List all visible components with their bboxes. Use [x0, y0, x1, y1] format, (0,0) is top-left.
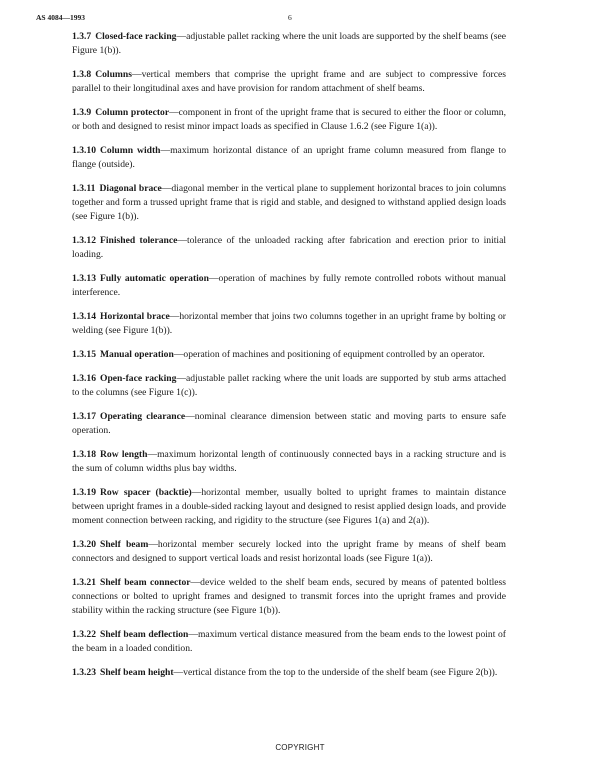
defined-term: Row length: [99, 449, 148, 460]
clause-number: 1.3.21: [72, 577, 96, 588]
clause-number: 1.3.8: [72, 69, 92, 80]
clause-number: 1.3.20: [72, 539, 96, 550]
defined-term: Diagonal brace: [99, 183, 162, 194]
definition-text: —operation of machines and positioning of equipment controlled by an operator.: [173, 349, 485, 360]
clause-number: 1.3.17: [72, 411, 96, 422]
definition-clause: [72, 144, 506, 172]
definition-clause: [72, 372, 506, 400]
page-number: 6: [288, 13, 292, 22]
clause-number: 1.3.15: [72, 349, 96, 360]
definition-clause: [72, 486, 506, 528]
standard-number: AS 4084—1993: [36, 13, 85, 22]
definition-clause: [72, 310, 506, 338]
clause-number: 1.3.9: [72, 107, 92, 118]
defined-term: Column protector: [95, 107, 170, 118]
clause-number: 1.3.12: [72, 235, 96, 246]
definition-clause: [72, 234, 506, 262]
definition-clause: [72, 576, 506, 618]
definition-clause: [72, 538, 506, 566]
definition-clause: [72, 106, 506, 134]
definition-text: —maximum vertical distance measured from the beam ends to the lowest point of the beam in a loaded condition.: [72, 629, 506, 654]
definition-text: —horizontal member securely locked into the upright frame by means of shelf beam connectors and designed to support vertical loads and resist horizontal loads (see Figure 1(a)).: [72, 539, 506, 564]
defined-term: Columns: [95, 69, 132, 80]
clause-number: 1.3.14: [72, 311, 96, 322]
definition-text: —adjustable pallet racking where the unit loads are supported by the shelf beams (see Figure 1(b)).: [72, 31, 507, 56]
defined-term: Row spacer (backtie): [99, 487, 192, 498]
definition-clause: [72, 448, 506, 476]
defined-term: Shelf beam: [99, 539, 149, 550]
running-head: [36, 12, 564, 24]
defined-term: Column width: [99, 145, 161, 156]
defined-term: Shelf beam deflection: [99, 629, 189, 640]
clause-number: 1.3.13: [72, 273, 96, 284]
definition-text: —operation of machines by fully remote controlled robots without manual interference.: [72, 273, 507, 298]
defined-term: Finished tolerance: [99, 235, 178, 246]
definition-text: —diagonal member in the vertical plane to supplement horizontal braces to join columns together and form a trussed upright frame that is rigid and stable, and designed to withstand applied design loads (see Figure 1(b)).: [72, 183, 506, 222]
defined-term: Shelf beam connector: [99, 577, 191, 588]
definition-text: —vertical members that comprise the upright frame and are subject to compressive forces parallel to their longitudinal axes and have provision for random attachment of shelf beams.: [72, 69, 506, 94]
defined-term: Shelf beam height: [99, 667, 174, 678]
definition-text: —maximum horizontal distance of an upright frame column measured from flange to flange (outside).: [72, 145, 506, 170]
defined-term: Operating clearance: [99, 411, 186, 422]
defined-term: Open-face racking: [99, 373, 177, 384]
clause-number: 1.3.23: [72, 667, 96, 678]
defined-term: Fully automatic operation: [99, 273, 209, 284]
clause-number: 1.3.11: [72, 183, 96, 194]
clause-number: 1.3.16: [72, 373, 96, 384]
definition-text: —horizontal member, usually bolted to upright frames to maintain distance between upright frames in a double-sided racking layout and designed to resist applied design loads, and provide moment connection between racking, and rigidity to the structure (see Figures 1(a) and 2(a)).: [72, 487, 506, 526]
clause-number: 1.3.22: [72, 629, 96, 640]
definition-clause: [72, 30, 506, 58]
definition-text: —component in front of the upright frame that is secured to either the floor or column, or both and designed to resist minor impact loads as specified in Clause 1.6.2 (see Figure 1(a)).: [72, 107, 506, 132]
definition-text: —adjustable pallet racking where the unit loads are supported by stub arms attached to the columns (see Figure 1(c)).: [72, 373, 506, 398]
defined-term: Horizontal brace: [99, 311, 170, 322]
definition-clause: [72, 410, 506, 438]
definition-text: —maximum horizontal length of continuously connected bays in a racking structure and is the sum of column widths plus bay widths.: [72, 449, 506, 474]
definition-clause: [72, 628, 506, 656]
definition-text: —device welded to the shelf beam ends, secured by means of patented boltless connections or bolted to upright frames and designed to transmit forces into the upright frames and provide stability within the racking structure (see Figure 1(b)).: [72, 577, 507, 616]
copyright-footer: COPYRIGHT: [275, 743, 325, 752]
definition-text: —vertical distance from the top to the underside of the shelf beam (see Figure 2(b)).: [173, 667, 498, 678]
definitions-list: [72, 30, 506, 690]
defined-term: Closed-face racking: [95, 31, 177, 42]
defined-term: Manual operation: [99, 349, 174, 360]
definition-text: —nominal clearance dimension between static and moving parts to ensure safe operation.: [72, 411, 507, 436]
clause-number: 1.3.18: [72, 449, 96, 460]
clause-number: 1.3.7: [72, 31, 92, 42]
clause-number: 1.3.10: [72, 145, 96, 156]
definition-clause: [72, 348, 506, 362]
definition-text: —horizontal member that joins two columns together in an upright frame by bolting or welding (see Figure 1(b)).: [72, 311, 506, 336]
definition-clause: [72, 666, 506, 680]
definition-clause: [72, 272, 506, 300]
definition-text: —tolerance of the unloaded racking after fabrication and erection prior to initial loading.: [72, 235, 506, 260]
clause-number: 1.3.19: [72, 487, 96, 498]
definition-clause: [72, 68, 506, 96]
definition-clause: [72, 182, 506, 224]
